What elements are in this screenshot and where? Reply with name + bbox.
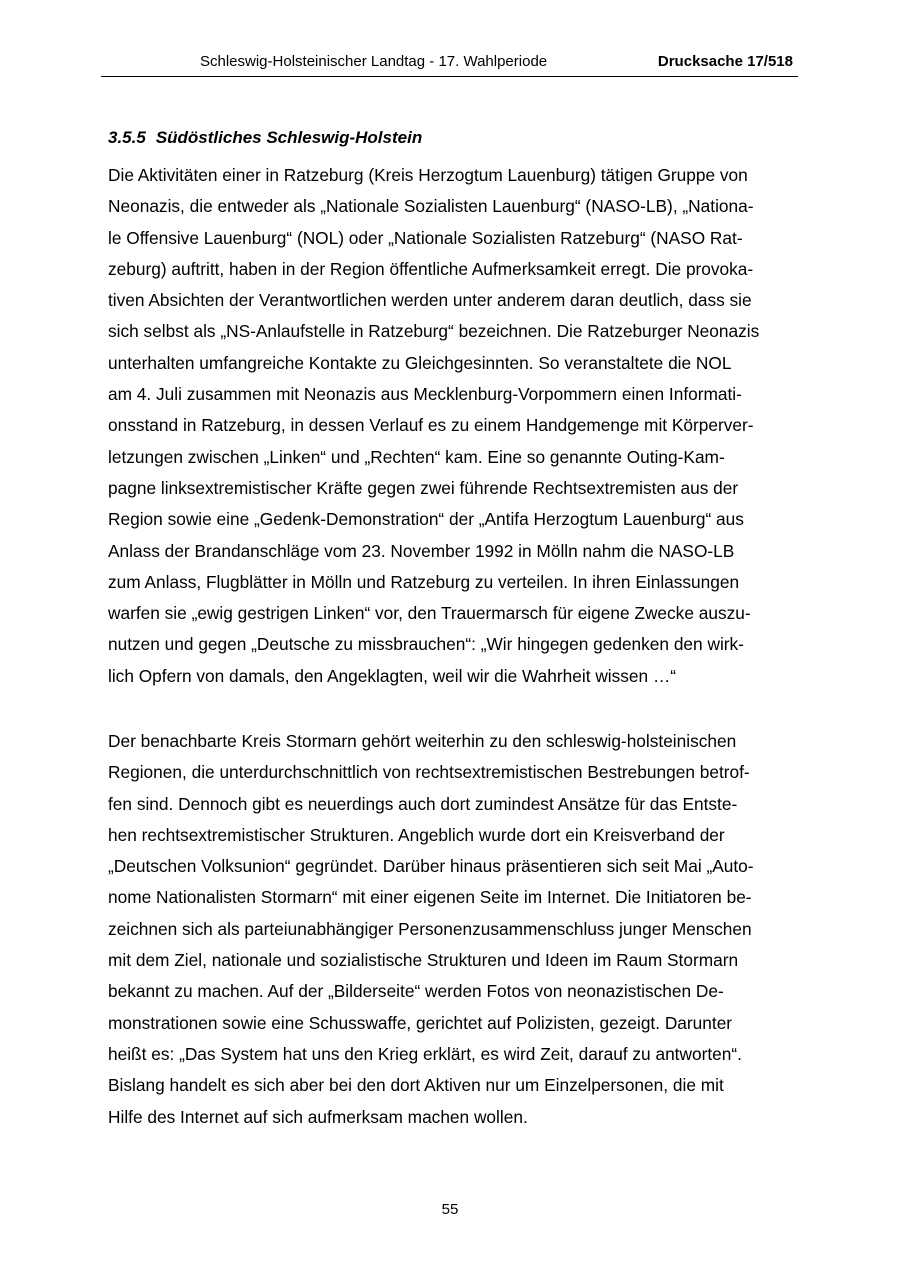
text-line: zeichnen sich als parteiunabhängiger Personenzusammenschluss junger Menschen	[108, 918, 752, 939]
text-line: warfen sie „ewig gestrigen Linken“ vor, den Trauermarsch für eigene Zwecke auszu-	[108, 603, 751, 624]
text-line: fen sind. Dennoch gibt es neuerdings auch dort zumindest Ansätze für das Entste-	[108, 793, 738, 814]
text-line: Neonazis, die entweder als „Nationale Sozialisten Lauenburg“ (NASO-LB), „Nationa-	[108, 196, 754, 217]
section-number: 3.5.5	[108, 128, 146, 147]
section-heading	[108, 127, 422, 149]
text-line: zum Anlass, Flugblätter in Mölln und Ratzeburg zu verteilen. In ihren Einlassungen	[108, 571, 740, 592]
text-line: Bislang handelt es sich aber bei den dort Aktiven nur um Einzelpersonen, die mit	[108, 1075, 724, 1096]
text-line: Regionen, die unterdurchschnittlich von rechtsextremistischen Bestrebungen betrof-	[108, 762, 750, 783]
header-divider	[101, 76, 798, 77]
text-line: bekannt zu machen. Auf der „Bilderseite“ werden Fotos von neonazistischen De-	[108, 981, 724, 1002]
text-line: onsstand in Ratzeburg, in dessen Verlauf es zu einem Handgemenge mit Körperver-	[108, 415, 754, 436]
text-line: Region sowie eine „Gedenk-Demonstration“ der „Antifa Herzogtum Lauenburg“ aus	[108, 509, 744, 530]
text-line: am 4. Juli zusammen mit Neonazis aus Mecklenburg-Vorpommern einen Informati-	[108, 384, 742, 405]
text-line: Der benachbarte Kreis Stormarn gehört weiterhin zu den schleswig-holsteinischen	[108, 731, 737, 751]
text-line: le Offensive Lauenburg“ (NOL) oder „Nationale Sozialisten Ratzeburg“ (NASO Rat-	[108, 227, 743, 248]
text-line: pagne linksextremistischer Kräfte gegen zwei führende Rechtsextremisten aus der	[108, 477, 739, 498]
document-number: Drucksache 17/518	[657, 53, 793, 70]
text-line: letzungen zwischen „Linken“ und „Rechten“ kam. Eine so genannte Outing-Kam-	[108, 446, 725, 467]
text-line: Die Aktivitäten einer in Ratzeburg (Kreis Herzogtum Lauenburg) tätigen Gruppe von	[108, 165, 748, 185]
header-title: Schleswig-Holsteinischer Landtag - 17. Wahlperiode	[200, 53, 548, 70]
text-line: Anlass der Brandanschläge vom 23. November 1992 in Mölln nahm die NASO-LB	[108, 540, 735, 561]
text-line: zeburg) auftritt, haben in der Region öffentliche Aufmerksamkeit erregt. Die provoka-	[108, 258, 754, 279]
paragraph-ratzeburg	[108, 160, 759, 692]
text-line: sich selbst als „NS-Anlaufstelle in Ratzeburg“ bezeichnen. Die Ratzeburger Neonazis	[108, 321, 760, 342]
page-number: 55	[441, 1201, 459, 1218]
text-line: lich Opfern von damals, den Angeklagten, weil wir die Wahrheit wissen …“	[108, 665, 676, 686]
text-line: „Deutschen Volksunion“ gegründet. Darüber hinaus präsentieren sich seit Mai „Auto-	[108, 856, 754, 877]
text-line: hen rechtsextremistischer Strukturen. Angeblich wurde dort ein Kreisverband der	[108, 824, 725, 845]
text-line: nome Nationalisten Stormarn“ mit einer eigenen Seite im Internet. Die Initiatoren be-	[108, 887, 752, 908]
section-title: Südöstliches Schleswig-Holstein	[155, 128, 423, 147]
text-line: monstrationen sowie eine Schusswaffe, gerichtet auf Polizisten, gezeigt. Darunter	[108, 1012, 733, 1033]
text-line: mit dem Ziel, nationale und sozialistische Strukturen und Ideen im Raum Stormarn	[108, 950, 739, 971]
text-line: Hilfe des Internet auf sich aufmerksam machen wollen.	[108, 1106, 528, 1127]
text-line: nutzen und gegen „Deutsche zu missbrauchen“: „Wir hingegen gedenken den wirk-	[108, 634, 744, 655]
text-line: heißt es: „Das System hat uns den Krieg erklärt, es wird Zeit, darauf zu antworten“.	[108, 1043, 742, 1064]
text-line: tiven Absichten der Verantwortlichen werden unter anderem daran deutlich, dass sie	[108, 290, 752, 311]
paragraph-stormarn	[108, 726, 754, 1133]
text-line: unterhalten umfangreiche Kontakte zu Gleichgesinnten. So veranstaltete die NOL	[108, 352, 732, 373]
